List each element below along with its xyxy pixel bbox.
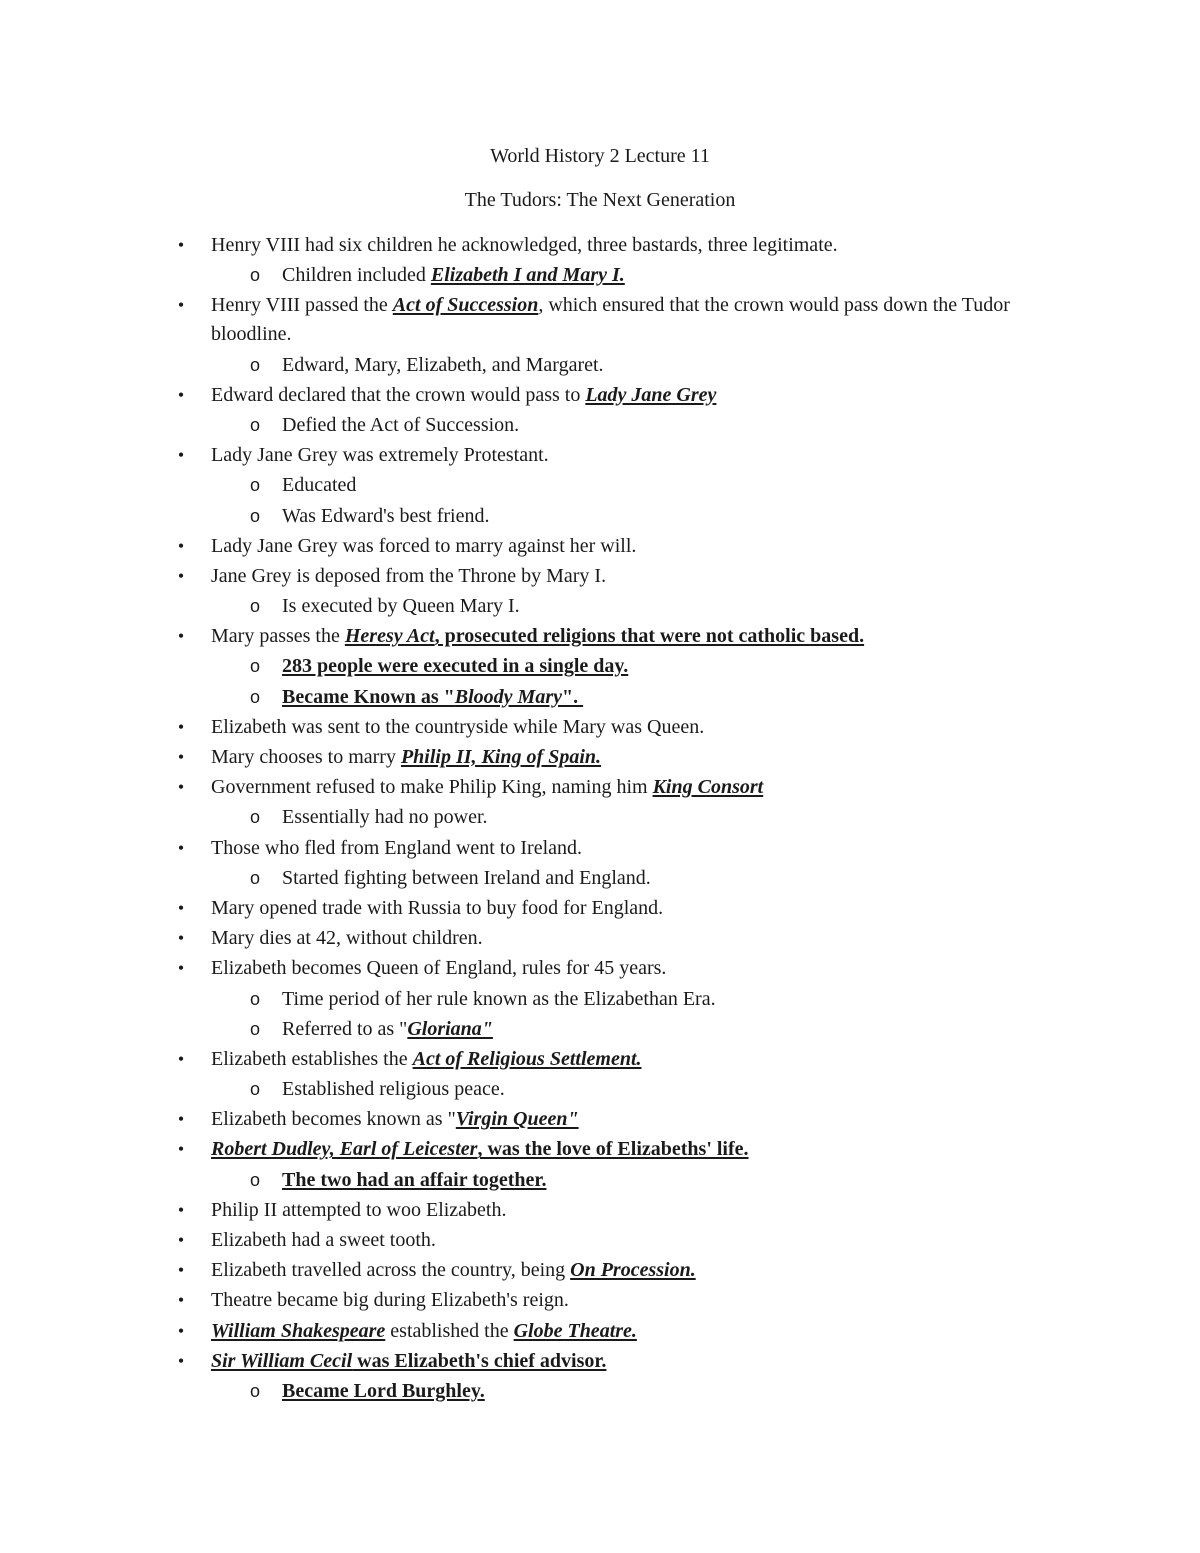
sub-bullet-marker: o bbox=[249, 1018, 260, 1039]
item-text: Mary passes the bbox=[211, 625, 345, 648]
bullet-item bbox=[0, 1317, 1200, 1346]
item-text: Elizabeth becomes known as " bbox=[211, 1108, 456, 1131]
sub-bullet-item bbox=[0, 502, 1200, 531]
bullet-item bbox=[0, 291, 1200, 349]
item-text: , which ensured that the crown would pass down the Tudor bloodline. bbox=[211, 294, 1015, 346]
sub-bullet-marker: o bbox=[249, 505, 260, 526]
item-text: Philip II attempted to woo Elizabeth. bbox=[211, 1198, 507, 1221]
bullet-item bbox=[0, 622, 1200, 651]
bullet-marker: • bbox=[177, 1320, 185, 1341]
bullet-item bbox=[0, 1196, 1200, 1225]
sub-bullet-item bbox=[0, 1377, 1200, 1406]
sub-bullet-marker: o bbox=[249, 686, 260, 707]
emphasized-text: Became Lord Burghley. bbox=[282, 1379, 485, 1402]
item-text: Essentially had no power. bbox=[282, 806, 488, 829]
emphasized-text: Globe Theatre. bbox=[513, 1319, 637, 1342]
item-text: Established religious peace. bbox=[282, 1078, 505, 1101]
bullet-marker: • bbox=[177, 626, 185, 647]
emphasized-text: On Procession. bbox=[570, 1259, 696, 1282]
item-text: Elizabeth was sent to the countryside while Mary was Queen. bbox=[211, 715, 705, 738]
item-text: Defied the Act of Succession. bbox=[282, 413, 520, 436]
bullet-item bbox=[0, 1226, 1200, 1255]
item-text: Elizabeth establishes the bbox=[211, 1047, 413, 1070]
item-text: Was Edward's best friend. bbox=[282, 504, 490, 527]
bullet-item bbox=[0, 1286, 1200, 1315]
bullet-item bbox=[0, 1045, 1200, 1074]
sub-bullet-marker: o bbox=[249, 807, 260, 828]
item-text: Edward declared that the crown would pass to bbox=[211, 383, 586, 406]
bullet-item bbox=[0, 894, 1200, 923]
item-text: Government refused to make Philip King, naming him bbox=[211, 776, 653, 799]
sub-bullet-item bbox=[0, 261, 1200, 290]
emphasized-text: 283 people were executed in a single day. bbox=[282, 655, 629, 678]
bullet-item bbox=[0, 441, 1200, 470]
bullet-marker: • bbox=[177, 1048, 185, 1069]
bullet-marker: • bbox=[177, 837, 185, 858]
bullet-marker: • bbox=[177, 565, 185, 586]
bullet-item bbox=[0, 743, 1200, 772]
bullet-item bbox=[0, 231, 1200, 260]
sub-bullet-item bbox=[0, 471, 1200, 500]
sub-bullet-item bbox=[0, 411, 1200, 440]
bullet-marker: • bbox=[177, 1109, 185, 1130]
bullet-item bbox=[0, 1347, 1200, 1376]
bullet-marker: • bbox=[177, 897, 185, 918]
bullet-item bbox=[0, 1135, 1200, 1164]
emphasized-text: Philip II, King of Spain. bbox=[400, 746, 602, 768]
sub-bullet-marker: o bbox=[249, 988, 260, 1009]
sub-bullet-marker: o bbox=[249, 265, 260, 286]
bullet-marker: • bbox=[177, 1290, 185, 1311]
sub-bullet-marker: o bbox=[249, 867, 260, 888]
emphasized-text: King Consort bbox=[652, 776, 764, 799]
sub-bullet-item bbox=[0, 864, 1200, 893]
bullet-marker: • bbox=[177, 777, 185, 798]
bullet-marker: • bbox=[177, 1260, 185, 1281]
item-text: Children included bbox=[282, 264, 431, 287]
emphasized-text: , was the love of Elizabeths' life. bbox=[477, 1138, 749, 1161]
bullet-marker: • bbox=[177, 445, 185, 466]
sub-bullet-marker: o bbox=[249, 475, 260, 496]
emphasized-text: Lady Jane Grey bbox=[585, 383, 717, 406]
bullet-marker: • bbox=[177, 295, 185, 316]
sub-bullet-item bbox=[0, 1075, 1200, 1104]
item-text: Elizabeth had a sweet tooth. bbox=[211, 1229, 436, 1251]
document-title: World History 2 Lecture 11 bbox=[490, 145, 710, 167]
bullet-marker: • bbox=[177, 958, 185, 979]
item-text: Henry VIII had six children he acknowledged, three bastards, three legitimate. bbox=[211, 234, 838, 256]
bullet-item bbox=[0, 713, 1200, 742]
item-text: Time period of her rule known as the Elizabethan Era. bbox=[282, 987, 716, 1010]
item-text: Elizabeth travelled across the country, being bbox=[211, 1259, 571, 1282]
emphasized-text: William Shakespeare bbox=[211, 1319, 386, 1342]
item-text: Lady Jane Grey was extremely Protestant. bbox=[211, 444, 549, 467]
bullet-item bbox=[0, 1256, 1200, 1285]
sub-bullet-marker: o bbox=[249, 1169, 260, 1190]
sub-bullet-item bbox=[0, 803, 1200, 832]
emphasized-text: Gloriana" bbox=[407, 1017, 493, 1040]
sub-bullet-marker: o bbox=[249, 414, 260, 435]
item-text: Edward, Mary, Elizabeth, and Margaret. bbox=[282, 353, 604, 376]
bullet-marker: • bbox=[177, 1350, 185, 1371]
emphasized-text: The two had an affair together. bbox=[282, 1168, 547, 1191]
emphasized-text: Bloody Mary bbox=[454, 685, 562, 708]
bullet-item bbox=[0, 381, 1200, 410]
document-subtitle: The Tudors: The Next Generation bbox=[464, 189, 736, 211]
sub-bullet-item bbox=[0, 652, 1200, 681]
bullet-marker: • bbox=[177, 747, 185, 767]
item-text: Those who fled from England went to Ireland. bbox=[211, 836, 583, 859]
bullet-item bbox=[0, 532, 1200, 561]
bullet-marker: • bbox=[177, 384, 185, 405]
item-text: Theatre became big during Elizabeth's reign. bbox=[211, 1289, 569, 1312]
bullet-item bbox=[0, 1105, 1200, 1134]
emphasized-text: , prosecuted religions that were not catholic based. bbox=[434, 625, 865, 648]
sub-bullet-marker: o bbox=[249, 1380, 260, 1401]
bullet-item bbox=[0, 834, 1200, 863]
notes-list bbox=[0, 231, 1200, 1407]
sub-bullet-marker: o bbox=[249, 354, 260, 375]
bullet-marker: • bbox=[177, 1230, 185, 1250]
item-text: Educated bbox=[282, 474, 357, 497]
bullet-marker: • bbox=[177, 535, 185, 556]
item-text: Lady Jane Grey was forced to marry against her will. bbox=[211, 534, 637, 557]
emphasized-text: Sir William Cecil bbox=[211, 1349, 353, 1372]
emphasized-text: Virgin Queen" bbox=[455, 1108, 579, 1131]
emphasized-text: Robert Dudley, Earl of Leicester bbox=[211, 1138, 478, 1161]
bullet-item bbox=[0, 562, 1200, 591]
emphasized-text: was Elizabeth's chief advisor. bbox=[352, 1349, 607, 1372]
item-text: Is executed by Queen Mary I. bbox=[282, 595, 520, 618]
item-text: Henry VIII passed the bbox=[211, 294, 393, 317]
emphasized-text: Elizabeth I and Mary I. bbox=[430, 264, 625, 287]
item-text: Elizabeth becomes Queen of England, rules for 45 years. bbox=[211, 957, 667, 980]
bullet-item bbox=[0, 954, 1200, 983]
emphasized-text: Act of Religious Settlement. bbox=[412, 1047, 642, 1070]
sub-bullet-marker: o bbox=[249, 596, 260, 617]
sub-bullet-item bbox=[0, 592, 1200, 621]
item-text: Mary chooses to marry bbox=[211, 746, 401, 768]
item-text: Referred to as " bbox=[282, 1017, 408, 1040]
bullet-marker: • bbox=[177, 1199, 185, 1220]
bullet-marker: • bbox=[177, 1139, 185, 1160]
bullet-marker: • bbox=[177, 928, 185, 949]
sub-bullet-item bbox=[0, 351, 1200, 380]
sub-bullet-marker: o bbox=[249, 1079, 260, 1100]
sub-bullet-marker: o bbox=[249, 656, 260, 677]
emphasized-text: Became Known as " bbox=[282, 685, 455, 708]
emphasized-text: ". bbox=[561, 685, 584, 708]
sub-bullet-item bbox=[0, 1166, 1200, 1195]
bullet-marker: • bbox=[177, 235, 185, 255]
sub-bullet-item bbox=[0, 683, 1200, 712]
bullet-marker: • bbox=[177, 716, 185, 737]
emphasized-text: Heresy Act bbox=[344, 625, 435, 648]
bullet-item bbox=[0, 773, 1200, 802]
item-text: Jane Grey is deposed from the Throne by Mary I. bbox=[211, 564, 607, 587]
emphasized-text: Act of Succession bbox=[392, 294, 539, 317]
item-text: established the bbox=[385, 1319, 514, 1342]
bullet-item bbox=[0, 924, 1200, 953]
sub-bullet-item bbox=[0, 1015, 1200, 1044]
item-text: Mary opened trade with Russia to buy food for England. bbox=[211, 896, 664, 919]
item-text: Started fighting between Ireland and England. bbox=[282, 866, 651, 889]
item-text: Mary dies at 42, without children. bbox=[211, 927, 483, 950]
sub-bullet-item bbox=[0, 985, 1200, 1014]
